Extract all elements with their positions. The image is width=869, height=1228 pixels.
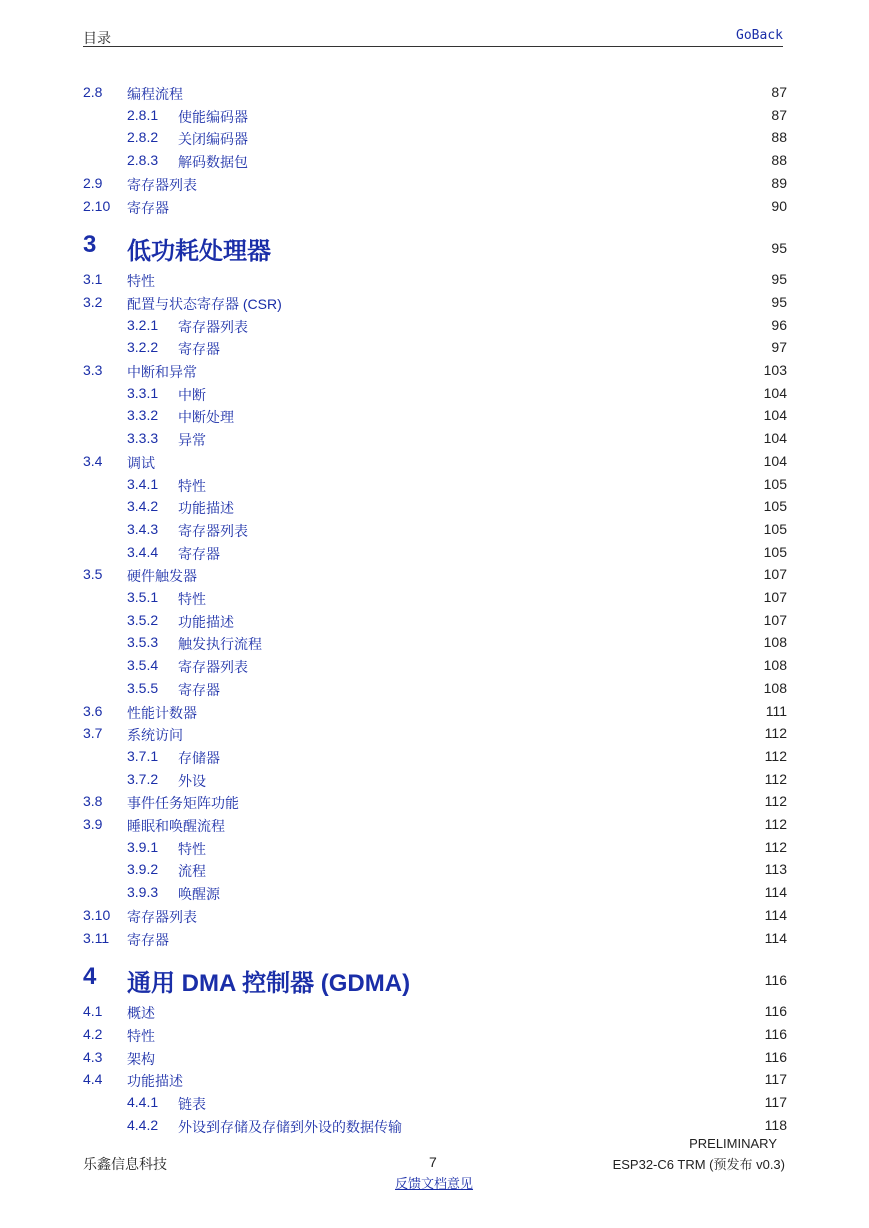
toc-entry-title[interactable]: 异常: [178, 432, 206, 449]
toc-entry-page[interactable]: 114: [764, 929, 787, 946]
toc-entry-page[interactable]: 87: [771, 106, 787, 123]
toc-entry-title[interactable]: 寄存器: [178, 681, 220, 698]
toc-entry-page[interactable]: 104: [763, 407, 787, 424]
toc-entry-number: 4.1: [83, 1003, 103, 1020]
toc-entry-title[interactable]: 寄存器列表: [127, 176, 197, 193]
toc-entry-title[interactable]: 存储器: [178, 749, 220, 766]
toc-entry-page[interactable]: 116: [764, 972, 787, 989]
toc-entry-page[interactable]: 117: [764, 1071, 787, 1088]
toc-entry-title[interactable]: 外设: [178, 772, 206, 789]
toc-entry-page[interactable]: 112: [764, 725, 787, 742]
toc-entry-number: 3.4.1: [127, 475, 159, 492]
toc-entry-title[interactable]: 链表: [178, 1096, 206, 1112]
toc-entry-page[interactable]: 114: [764, 884, 787, 901]
toc-entry-title[interactable]: 特性: [127, 1027, 155, 1044]
toc-entry-title[interactable]: 触发执行流程: [178, 636, 262, 653]
toc-entry-number: 3.3.3: [127, 430, 159, 447]
toc-entry-page[interactable]: 112: [764, 793, 787, 810]
toc-entry-number: 3.3: [83, 362, 103, 378]
toc-entry-number: 2.9: [83, 174, 103, 191]
toc-entry-number: 3.2.1: [127, 316, 159, 333]
toc-entry-title[interactable]: 外设到存储及存储到外设的数据传输: [178, 1118, 402, 1135]
toc-entry-number: 4.4: [83, 1071, 103, 1088]
toc-entry-title[interactable]: 唤醒源: [178, 886, 220, 903]
toc-entry-number: 4.3: [83, 1048, 103, 1065]
toc-entry-number: 3.3.2: [127, 407, 159, 424]
toc-entry-number: 2.8.2: [127, 129, 159, 146]
toc-entry-page[interactable]: 116: [764, 1003, 787, 1020]
toc-entry-title[interactable]: 架构: [127, 1050, 155, 1067]
toc-entry-page[interactable]: 108: [763, 679, 787, 696]
feedback-link[interactable]: 反馈文档意见: [395, 1176, 474, 1191]
toc-entry-number: 3.3.1: [127, 384, 159, 401]
toc-entry-number: 3.4: [83, 452, 103, 469]
toc-entry-title[interactable]: 寄存器: [127, 199, 169, 216]
toc-entry-page[interactable]: 95: [771, 293, 787, 310]
toc-entry-number: 3.9.2: [127, 861, 159, 878]
toc-entry-title[interactable]: 中断和异常: [127, 364, 197, 380]
toc-entry-title[interactable]: 寄存器: [178, 341, 220, 358]
toc-entry-title[interactable]: 事件任务矩阵功能: [127, 795, 239, 812]
toc-entry-page[interactable]: 112: [764, 816, 787, 832]
toc-entry-number: 3.6: [83, 702, 103, 719]
toc-entry-page[interactable]: 116: [764, 1025, 787, 1042]
toc-entry-title[interactable]: 寄存器列表: [178, 522, 248, 539]
toc-entry-number: 3.9.1: [127, 838, 159, 855]
toc-entry-page[interactable]: 112: [764, 747, 787, 764]
toc-entry-page[interactable]: 108: [763, 634, 787, 651]
toc-entry-title[interactable]: 通用 DMA 控制器 (GDMA): [127, 970, 411, 998]
toc-entry-page[interactable]: 112: [764, 770, 787, 787]
toc-entry-title[interactable]: 特性: [178, 591, 206, 607]
toc-entry-page[interactable]: 116: [764, 1048, 787, 1065]
toc-entry-title[interactable]: 编程流程: [127, 86, 183, 102]
toc-entry-title[interactable]: 寄存器列表: [178, 318, 248, 335]
toc-entry-number: 3.5: [83, 566, 103, 583]
toc-entry-page[interactable]: 111: [765, 702, 787, 719]
toc-entry-page[interactable]: 107: [763, 566, 787, 583]
toc-entry-page[interactable]: 88: [771, 152, 787, 169]
toc-entry-number: 3.5.3: [127, 634, 159, 651]
toc-entry-title[interactable]: 性能计数器: [127, 704, 197, 721]
toc-entry-page[interactable]: 108: [763, 657, 787, 674]
toc-entry-page[interactable]: 89: [771, 174, 787, 191]
toc-entry-number: 2.10: [83, 197, 111, 214]
toc-entry-page[interactable]: 87: [771, 84, 787, 100]
toc-entry-number: 2.8: [83, 84, 103, 100]
toc-entry-page[interactable]: 104: [763, 384, 787, 401]
toc-entry-page[interactable]: 117: [764, 1094, 787, 1110]
toc-entry-page[interactable]: 90: [771, 197, 787, 214]
toc-entry-title[interactable]: 硬件触发器: [127, 568, 197, 585]
toc-entry-number: 4.2: [83, 1025, 103, 1042]
toc-entry-page[interactable]: 107: [763, 611, 787, 628]
toc-entry-page[interactable]: 104: [763, 452, 787, 469]
toc-entry-page[interactable]: 88: [771, 129, 787, 146]
toc-entry-number: 4: [83, 963, 97, 991]
toc-entry-title[interactable]: 寄存器列表: [127, 908, 197, 925]
toc-entry-number: 3.5.5: [127, 679, 159, 696]
toc-entry-page[interactable]: 105: [763, 543, 787, 560]
toc-entry-number: 3.7.2: [127, 770, 159, 787]
toc-entry-number: 3.9.3: [127, 884, 159, 901]
running-header-section: 目录: [83, 30, 111, 46]
toc-entry-title[interactable]: 使能编码器: [178, 108, 248, 125]
toc-entry-number: 3.7.1: [127, 747, 159, 764]
toc-entry-title[interactable]: 睡眠和唤醒流程: [127, 818, 225, 834]
toc-entry-page[interactable]: 104: [763, 430, 787, 447]
toc-entry-number: 3.1: [83, 271, 103, 288]
toc-entry-title[interactable]: 功能描述: [178, 500, 234, 517]
toc-entry-page[interactable]: 105: [763, 475, 787, 492]
toc-entry-title[interactable]: 功能描述: [178, 613, 234, 630]
toc-entry-number: 3.8: [83, 793, 103, 810]
toc-entry-page[interactable]: 114: [764, 906, 787, 923]
toc-entry-number: 2.8.1: [127, 106, 159, 123]
toc-entry-number: 3.11: [83, 929, 110, 946]
toc-entry-page[interactable]: 105: [763, 520, 787, 537]
document-title: ESP32-C6 TRM (预发布 v0.3): [612, 1157, 785, 1172]
toc-entry-title[interactable]: 中断: [178, 386, 206, 403]
toc-entry-number: 3.9: [83, 816, 103, 832]
toc-entry-title[interactable]: 系统访问: [127, 727, 183, 744]
toc-entry-number: 3: [83, 231, 97, 259]
toc-entry-title[interactable]: 寄存器: [127, 931, 169, 948]
toc-entry-page[interactable]: 105: [763, 498, 787, 515]
toc-entry-title[interactable]: 功能描述: [127, 1073, 183, 1090]
toc-entry-page[interactable]: 118: [764, 1116, 787, 1133]
toc-entry-page[interactable]: 112: [764, 838, 787, 855]
toc-entry-number: 3.10: [83, 906, 111, 923]
toc-entry-number: 3.4.3: [127, 520, 159, 537]
toc-entry-title[interactable]: 调试: [127, 454, 155, 471]
page-number: 7: [429, 1154, 437, 1170]
toc-entry-number: 3.5.4: [127, 657, 159, 674]
toc-entry-title[interactable]: 中断处理: [178, 409, 234, 426]
toc-entry-title[interactable]: 配置与状态寄存器 (CSR): [127, 295, 282, 312]
toc-entry-number: 3.5.2: [127, 611, 159, 628]
goback-link[interactable]: GoBack: [736, 28, 783, 43]
toc-entry-title[interactable]: 关闭编码器: [178, 131, 248, 148]
toc-entry-page[interactable]: 95: [771, 240, 787, 257]
toc-entry-page[interactable]: 103: [763, 362, 787, 378]
toc-entry-title[interactable]: 特性: [178, 840, 206, 857]
toc-entry-number: 3.5.1: [127, 589, 159, 605]
toc-entry-number: 3.4.2: [127, 498, 159, 515]
toc-entry-title[interactable]: 低功耗处理器: [127, 238, 271, 266]
header-divider: [83, 46, 783, 47]
toc-entry-page[interactable]: 96: [771, 316, 787, 333]
toc-entry-title[interactable]: 特性: [178, 477, 206, 494]
toc-entry-number: 3.2: [83, 293, 103, 310]
toc-entry-title[interactable]: 寄存器列表: [178, 659, 248, 676]
toc-entry-number: 3.2.2: [127, 339, 159, 356]
toc-entry-number: 3.4.4: [127, 543, 159, 560]
toc-entry-title[interactable]: 解码数据包: [178, 154, 248, 171]
toc-entry-page[interactable]: 113: [764, 861, 787, 878]
toc-entry-page[interactable]: 95: [771, 271, 787, 288]
toc-entry-number: 2.8.3: [127, 152, 159, 169]
toc-entry-title[interactable]: 特性: [127, 273, 155, 290]
toc-entry-number: 4.4.2: [127, 1116, 159, 1133]
toc-entry-page[interactable]: 107: [763, 589, 787, 605]
preliminary-label: PRELIMINARY: [689, 1136, 777, 1151]
toc-entry-title[interactable]: 流程: [178, 863, 206, 880]
company-name: 乐鑫信息科技: [83, 1156, 167, 1172]
toc-entry-number: 3.7: [83, 725, 103, 742]
toc-entry-title[interactable]: 寄存器: [178, 545, 220, 562]
toc-entry-number: 4.4.1: [127, 1094, 159, 1110]
toc-entry-title[interactable]: 概述: [127, 1005, 155, 1022]
toc-entry-page[interactable]: 97: [771, 339, 787, 356]
